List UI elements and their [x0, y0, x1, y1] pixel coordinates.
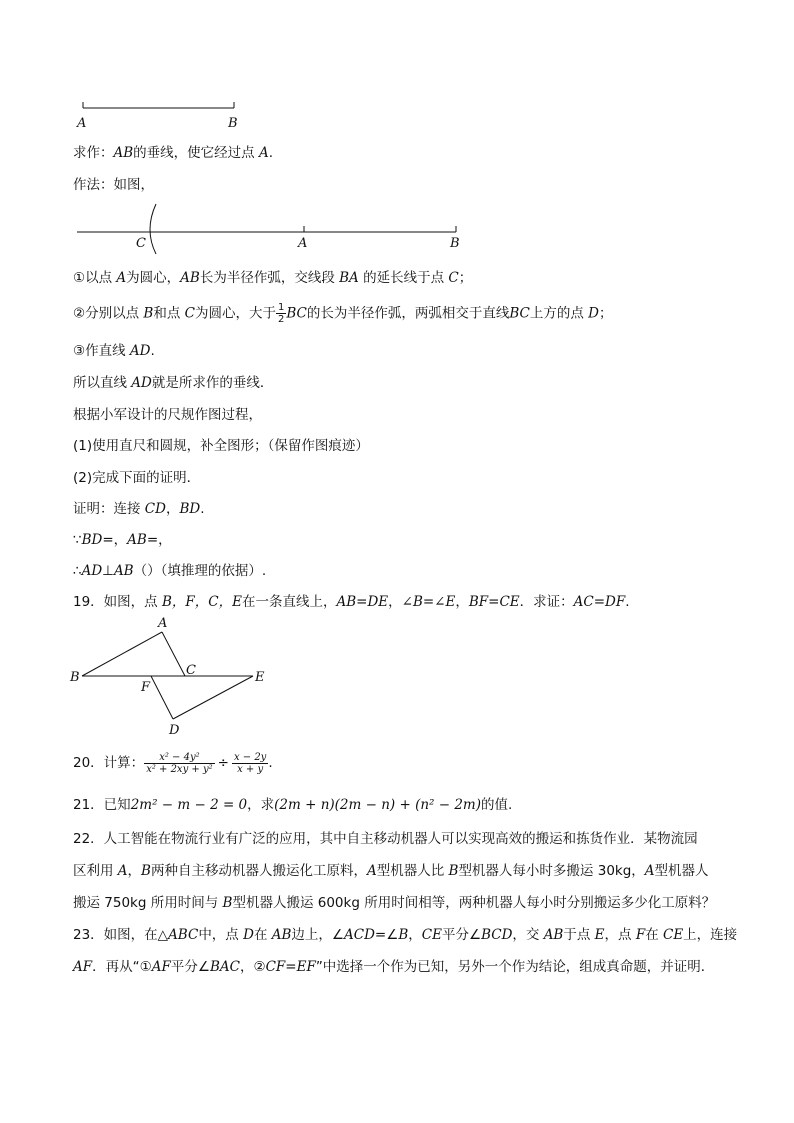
fraction-2: $\frac{x - 2y}{x + y}$	[233, 751, 267, 775]
question-23-line-1: 23．如图，在△ABC中，点 D在 AB边上，∠ACD=∠B，CE平分∠BCD，交 AB于点 E，点 F在 CE上，连接	[73, 927, 738, 943]
label-a: A	[298, 236, 308, 251]
method-heading: 作法：如图，	[73, 177, 154, 193]
proof-therefore: ∴AD⊥AB（）（填推理的依据）.	[73, 563, 267, 579]
triangles-figure	[68, 614, 268, 738]
label-e: E	[255, 670, 265, 685]
label-a: A	[158, 616, 168, 631]
question-21: 21．已知2m² − m − 2 = 0，求(2m + n)(2m − n) + (n² − 2m)的值.	[73, 797, 513, 813]
subquestion-1: (1)使用直尺和圆规，补全图形；（保留作图痕迹）	[73, 438, 369, 454]
half-fraction: $\frac{1}{2}$	[277, 302, 285, 325]
question-23-line-2: AF．再从“①AF平分∠BAC，②CF=EF”中选择一个作为已知，另外一个作为结论，组成真命题，并证明．	[73, 959, 715, 975]
question-22-line-1: 22．人工智能在物流行业有广泛的应用，其中自主移动机器人可以实现高效的搬运和拣货作业．某物流园	[73, 831, 698, 847]
paragraph-intro: 根据小军设计的尺规作图过程，	[73, 407, 262, 423]
step-2: ②分别以点 B和点 C为圆心，大于 $\frac{1}{2}$ BC的长为半径作弧，两弧相交于直线BC上方的点 D；	[73, 302, 613, 325]
question-20: 20．计算： $\frac{\text{x² − 4y²}}{\text{x² + 2xy + y²}}$ ÷ $\frac{x - 2y}{x + y}$ .	[73, 751, 273, 775]
label-d: D	[169, 723, 180, 738]
label-c: C	[136, 236, 146, 251]
question-22-line-2: 区利用 A，B两种自主移动机器人搬运化工原料，A型机器人比 B型机器人每小时多搬运 30kg，A型机器人	[73, 863, 709, 879]
task-statement: 求作：AB的垂线，使它经过点 A.	[73, 145, 274, 161]
segment-ab-figure	[70, 98, 260, 132]
subquestion-2: (2)完成下面的证明．	[73, 470, 201, 486]
compass-arc	[150, 204, 156, 254]
label-f: F	[141, 680, 151, 695]
label-b: B	[228, 116, 238, 131]
label-b: B	[450, 236, 460, 251]
proof-start: 证明：连接 CD，BD.	[73, 501, 205, 517]
step-1: ①以点 A为圆心，AB长为半径作弧，交线段 BA 的延长线于点 C；	[73, 270, 473, 286]
label-a: A	[77, 116, 87, 131]
question-19: 19．如图，点 B，F，C，E在一条直线上，AB=DE，∠B=∠E，BF=CE．求证：AC=DF.	[73, 594, 630, 610]
label-b: B	[70, 670, 80, 685]
conclusion: 所以直线 AD就是所求作的垂线．	[73, 375, 274, 391]
construction-figure	[70, 200, 470, 256]
question-22-line-3: 搬运 750kg 所用时间与 B型机器人搬运 600kg 所用时间相等，两种机器人每小时分别搬运多少化工原料？	[73, 895, 716, 911]
proof-because: ∵BD=，AB=，	[73, 532, 172, 548]
fraction-1: $\frac{\text{x² − 4y²}}{\text{x² + 2xy + y²}}$	[146, 751, 213, 775]
label-c: C	[186, 663, 196, 678]
step-3: ③作直线 AD.	[73, 343, 155, 359]
